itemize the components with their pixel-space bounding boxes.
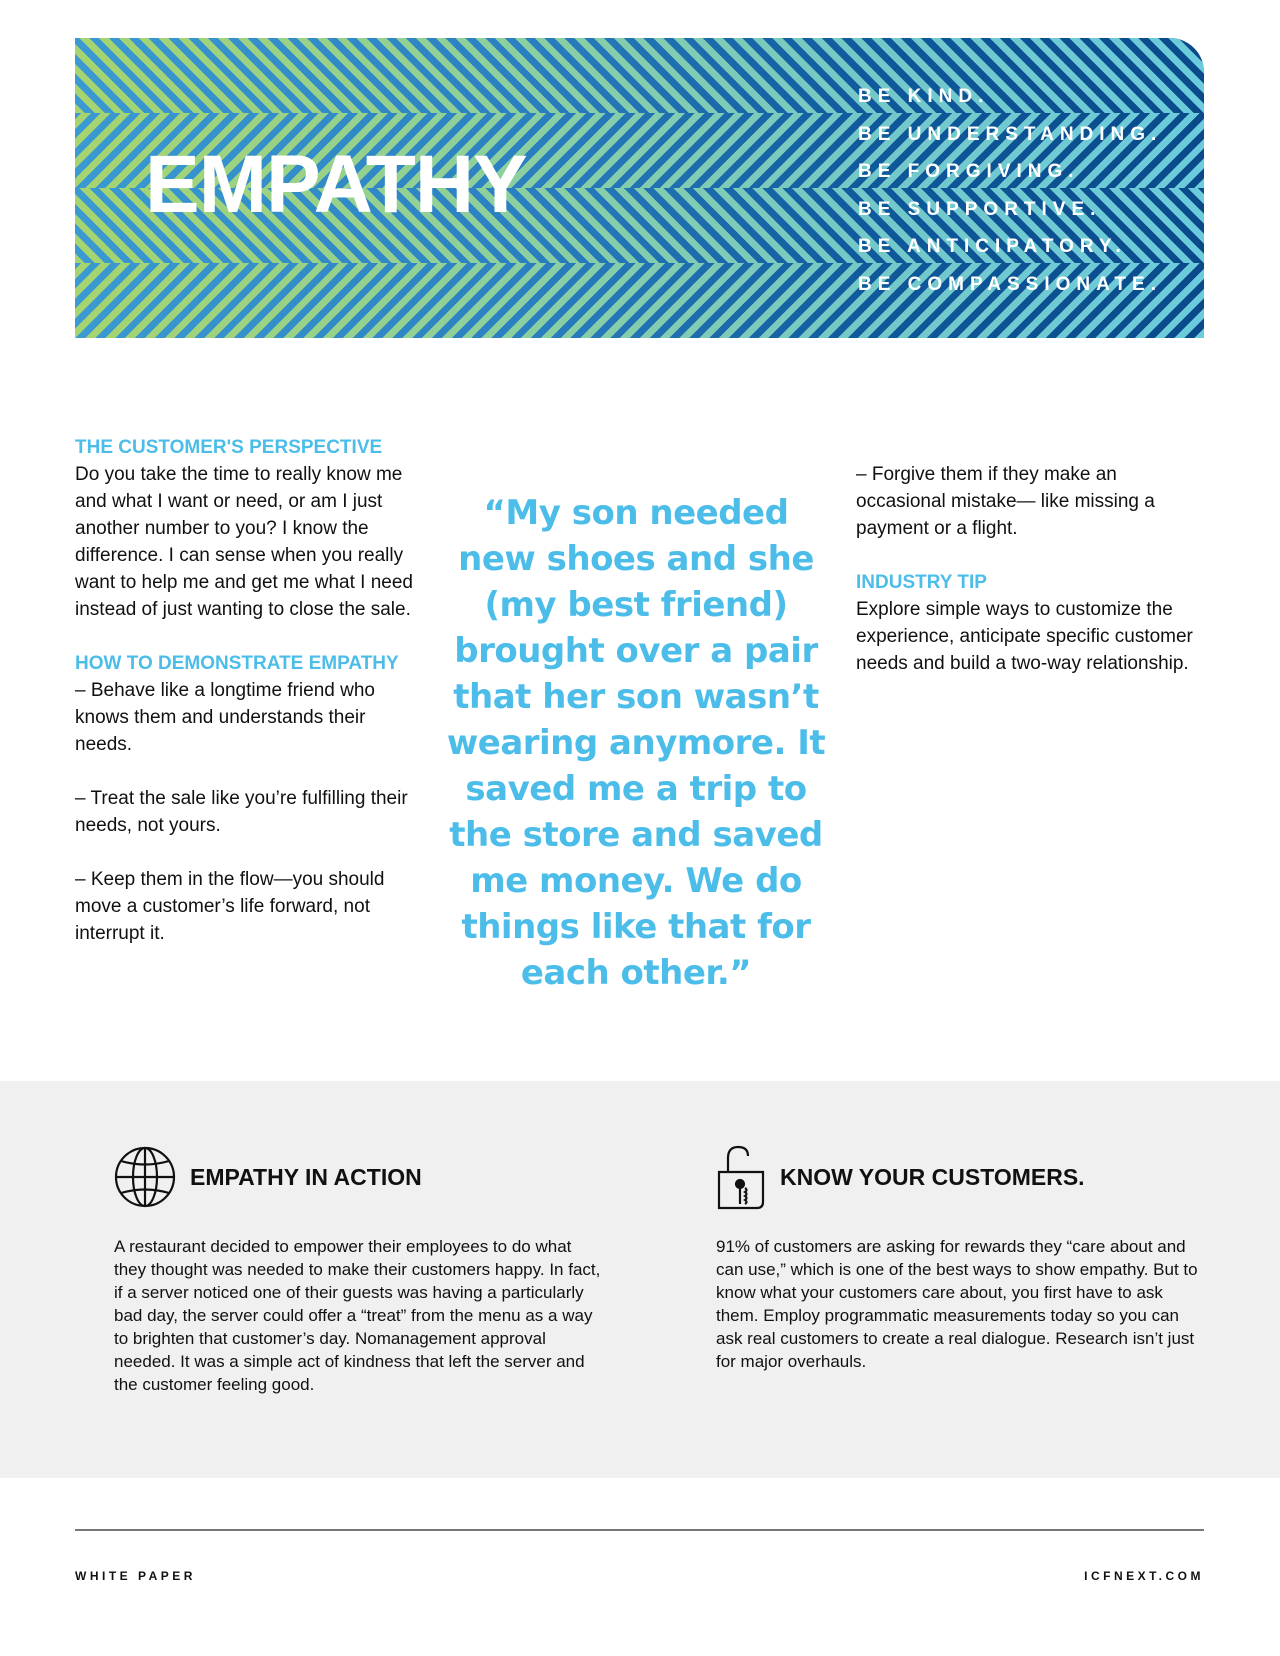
card-title: EMPATHY IN ACTION [190,1163,422,1190]
right-column [856,461,1206,704]
paragraph: Explore simple ways to customize the experience, anticipate specific customer needs and build a two-way relationship. [856,599,1193,674]
motto: BE SUPPORTIVE. [858,198,1102,220]
footer-divider [75,1529,1204,1531]
paragraph: Do you take the time to really know me and what I want or need, or am I just another number to you? I know the difference. I can sense when you really want to help me and get me what I need instead of just wanting to close the sale. [75,464,413,620]
section-heading: INDUSTRY TIP [856,572,987,593]
card-title: KNOW YOUR CUSTOMERS. [780,1163,1085,1190]
page-title: EMPATHY [145,139,527,230]
pull-quote: “My son needed new shoes and she (my best friend) brought over a pair that her son wasn’t wearing anymore. It saved me a trip to the store and saved me money. We do things like that for each other.” [446,493,826,993]
section-heading: HOW TO DEMONSTRATE EMPATHY [75,653,399,674]
hero-banner [75,38,1204,338]
motto: BE UNDERSTANDING. [858,123,1163,145]
card-know-your-customers [716,1144,1206,1373]
section-heading: THE CUSTOMER'S PERSPECTIVE [75,437,383,458]
bullet: – Behave like a longtime friend who knows them and understands their needs. [75,680,375,755]
bullet: – Forgive them if they make an occasional mistake— like missing a payment or a flight. [856,464,1155,539]
motto-list [858,78,1162,303]
bullet: – Treat the sale like you’re fulfilling their needs, not yours. [75,788,408,836]
unlocked-padlock-icon [716,1144,766,1210]
card-empathy-in-action [114,1144,604,1396]
card-body: A restaurant decided to empower their employees to do what they thought was needed to make their customers happy. In fact, if a server noticed one of their guests was having a particularly bad day, the server could offer a “treat” from the menu as a way to brighten that customer’s day. Nomanagement approval needed. It was a simple act of kindness that left the server and the customer feeling good. [114,1237,601,1394]
bullet: – Keep them in the flow—you should move a customer’s life forward, not interrupt it. [75,869,385,944]
motto: BE ANTICIPATORY. [858,236,1127,257]
left-column [75,434,420,974]
card-body: 91% of customers are asking for rewards they “care about and can use,” which is one of the best ways to show empathy. But to know what your customers care about, you first have to ask them. Employ programmatic measurements today so you can ask real customers to create a real dialogue. Research isn’t just for major overhauls. [716,1237,1198,1371]
footer-label: WHITE PAPER [75,1569,196,1583]
footer-website: ICFNEXT.COM [1084,1569,1204,1583]
globe-icon [114,1146,176,1208]
motto: BE COMPASSIONATE. [858,273,1162,295]
motto: BE KIND. [858,86,990,107]
motto: BE FORGIVING. [858,161,1080,182]
